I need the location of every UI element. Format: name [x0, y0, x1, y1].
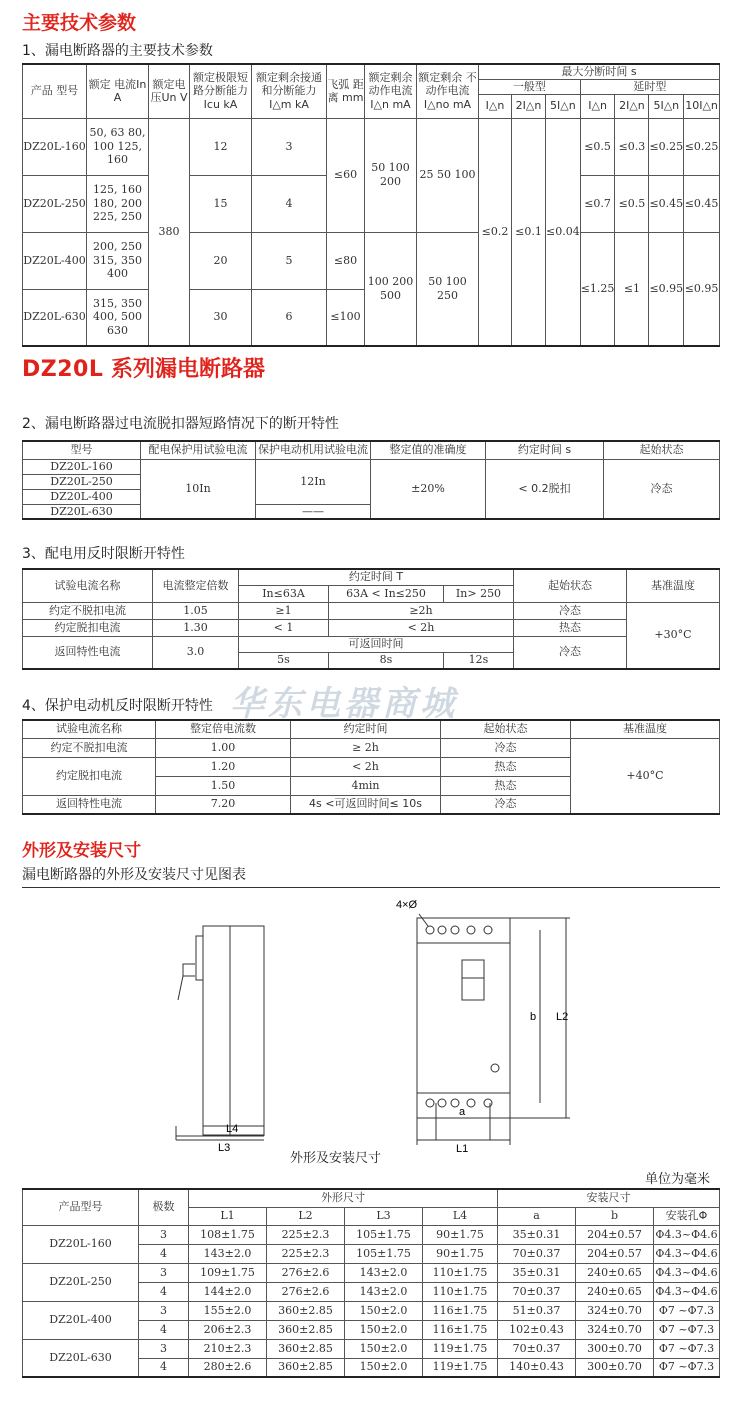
dim-cell: 150±2.0	[345, 1358, 423, 1377]
dimension-table-body	[23, 1225, 720, 1377]
l1-label: L1	[456, 1143, 469, 1155]
dim-cell: 150±2.0	[345, 1320, 423, 1339]
th-icu: 额定极限短 路分断能力 Icu kA	[190, 64, 252, 118]
th: 基准温度	[571, 720, 720, 738]
table-row	[23, 1263, 720, 1282]
th-state: 起始状态	[514, 569, 627, 602]
dim-cell: 140±0.43	[498, 1358, 576, 1377]
dim-cell: 360±2.85	[267, 1358, 345, 1377]
th: 约定时间 s	[486, 441, 604, 459]
mult-cell: 3.0	[153, 636, 239, 669]
dim-cell: 35±0.31	[498, 1225, 576, 1244]
dim-cell: 225±2.3	[267, 1225, 345, 1244]
state-cell: 冷态	[514, 602, 627, 619]
th: 保护电动机用试验电流	[256, 441, 371, 459]
arc-cell: ≤80	[327, 232, 365, 289]
in-cell: 315, 350 400, 500 630	[87, 289, 149, 346]
brand-name: 系列漏电断路器	[111, 357, 266, 382]
dim-cell: 143±2.0	[189, 1244, 267, 1263]
l2-label: L2	[556, 1011, 569, 1023]
t-cell: ≥2h	[329, 602, 514, 619]
th: 配电保护用试验电流	[141, 441, 256, 459]
dim-cell: 116±1.75	[423, 1320, 498, 1339]
th-outline: 外形尺寸	[189, 1189, 498, 1207]
dim-cell: 206±2.3	[189, 1320, 267, 1339]
section4-heading: 4、保护电动机反时限断开特性	[22, 698, 213, 714]
front-body	[417, 918, 510, 1118]
section3-heading: 3、配电用反时限断开特性	[22, 546, 185, 562]
table-row	[23, 1301, 720, 1320]
main-params-table	[22, 63, 720, 347]
state-cell: 热态	[514, 619, 627, 636]
th-name: 试验电流名称	[23, 569, 153, 602]
dist-cell: 10In	[141, 459, 256, 519]
th-c4: I△n	[580, 94, 615, 118]
dim-cell: 105±1.75	[345, 1225, 423, 1244]
idno-cell: 50 100 250	[417, 232, 479, 346]
dim-cell: 204±0.57	[576, 1244, 654, 1263]
dim-cell: Φ4.3~Φ4.6	[654, 1263, 720, 1282]
dim-cell: 155±2.0	[189, 1301, 267, 1320]
icu-cell: 15	[190, 175, 252, 232]
th: 起始状态	[604, 441, 720, 459]
t-cell: < 1	[239, 619, 329, 636]
g1-cell: ≤0.2	[479, 118, 512, 346]
poles-cell: 4	[139, 1320, 189, 1339]
idm-cell: 3	[252, 118, 327, 175]
time-cell: ≥ 2h	[291, 738, 441, 757]
d-cell: ≤0.95	[649, 232, 684, 346]
th-idn: 额定剩余 动作电流 I△n mA	[365, 64, 417, 118]
dim-cell: 240±0.65	[576, 1263, 654, 1282]
th-maxtime: 最大分断时间 s	[479, 64, 720, 79]
state-cell: 冷态	[514, 636, 627, 669]
dim-cell: 143±2.0	[345, 1263, 423, 1282]
dim-cell: 90±1.75	[423, 1244, 498, 1263]
name-cell: 约定不脱扣电流	[23, 738, 156, 757]
mult-cell: 1.20	[156, 757, 291, 776]
hole-leader	[419, 914, 428, 926]
front-handle	[462, 960, 484, 1000]
icu-cell: 20	[190, 232, 252, 289]
dim-cell: 102±0.43	[498, 1320, 576, 1339]
t-cell: 8s	[329, 652, 444, 669]
th-c3: 5I△n	[546, 94, 581, 118]
dim-cell: 324±0.70	[576, 1320, 654, 1339]
mult-cell: 7.20	[156, 795, 291, 814]
g2-cell: ≤0.1	[512, 118, 546, 346]
poles-cell: 4	[139, 1244, 189, 1263]
t-cell: ≥1	[239, 602, 329, 619]
figure-caption: 外形及安装尺寸	[290, 1151, 382, 1166]
side-handle-base	[196, 936, 203, 980]
model-cell: DZ20L-630	[23, 1339, 139, 1377]
holes-label: 4×Ø	[396, 899, 418, 911]
th-c2: 2I△n	[512, 94, 546, 118]
dim-cell: 116±1.75	[423, 1301, 498, 1320]
model-cell: DZ20L-160	[23, 118, 87, 175]
un-cell: 380	[149, 118, 190, 346]
th-a: a	[498, 1207, 576, 1225]
th-c6: 5I△n	[649, 94, 684, 118]
idn-cell: 100 200 500	[365, 232, 417, 346]
dim-cell: 51±0.37	[498, 1301, 576, 1320]
time-cell: 4s <可返回时间≤ 10s	[291, 795, 441, 814]
th: 整定值的准确度	[371, 441, 486, 459]
section1-heading: 1、漏电断路器的主要技术参数	[22, 43, 213, 59]
th-t1: In≤63A	[239, 585, 329, 602]
table-row	[23, 1339, 720, 1358]
brand-title	[22, 352, 265, 383]
dim-cell: Φ4.3~Φ4.6	[654, 1282, 720, 1301]
model-cell: DZ20L-160	[23, 1225, 139, 1263]
l4-label: L4	[226, 1123, 239, 1135]
state-cell: 热态	[441, 757, 571, 776]
terminal-icon	[426, 926, 434, 934]
model-cell: DZ20L-400	[23, 1301, 139, 1339]
poles-cell: 3	[139, 1225, 189, 1244]
dim-cell: 119±1.75	[423, 1358, 498, 1377]
dim-cell: 276±2.6	[267, 1263, 345, 1282]
d-cell: ≤0.5	[615, 175, 649, 232]
th-poles: 极数	[139, 1189, 189, 1225]
th-arc: 飞弧 距离 mm	[327, 64, 365, 118]
motor-630-cell: ——	[256, 504, 371, 519]
motor-inverse-table	[22, 719, 720, 815]
poles-cell: 3	[139, 1263, 189, 1282]
side-body	[203, 926, 264, 1126]
time-cell: < 2h	[291, 757, 441, 776]
main-title: 主要技术参数	[22, 12, 137, 34]
dim-cell: 35±0.31	[498, 1263, 576, 1282]
dim-cell: 360±2.85	[267, 1301, 345, 1320]
dim-cell: 300±0.70	[576, 1358, 654, 1377]
in-cell: 50, 63 80, 100 125, 160	[87, 118, 149, 175]
model-cell: DZ20L-250	[23, 474, 141, 489]
dim-cell: 90±1.75	[423, 1225, 498, 1244]
temp-cell: +30°C	[627, 602, 720, 669]
t-cell: 5s	[239, 652, 329, 669]
th-l2: L2	[267, 1207, 345, 1225]
d-cell: ≤0.95	[684, 232, 720, 346]
th-mult: 电流整定倍数	[153, 569, 239, 602]
dim-cell: 360±2.85	[267, 1339, 345, 1358]
dim-cell: 119±1.75	[423, 1339, 498, 1358]
mult-cell: 1.00	[156, 738, 291, 757]
model-cell: DZ20L-400	[23, 232, 87, 289]
name-cell: 约定脱扣电流	[23, 619, 153, 636]
th-l3: L3	[345, 1207, 423, 1225]
mult-cell: 1.05	[153, 602, 239, 619]
b-label: b	[530, 1011, 537, 1023]
th: 起始状态	[441, 720, 571, 738]
th-time: 约定时间 T	[239, 569, 514, 585]
poles-cell: 4	[139, 1282, 189, 1301]
temp-cell: +40°C	[571, 738, 720, 814]
time-cell: 4min	[291, 776, 441, 795]
motor-cell: 12In	[256, 459, 371, 504]
mult-cell: 1.30	[153, 619, 239, 636]
poles-cell: 3	[139, 1339, 189, 1358]
table-row	[23, 1225, 720, 1244]
unit-label: 单位为毫米	[645, 1172, 711, 1187]
th-b: b	[576, 1207, 654, 1225]
name-cell: 约定不脱扣电流	[23, 602, 153, 619]
divider	[22, 887, 720, 888]
dim-cell: 150±2.0	[345, 1301, 423, 1320]
model-cell: DZ20L-250	[23, 1263, 139, 1301]
th: 试验电流名称	[23, 720, 156, 738]
section5-heading: 外形及安装尺寸	[22, 841, 141, 861]
th-t3: In> 250	[444, 585, 514, 602]
dim-cell: 110±1.75	[423, 1282, 498, 1301]
dim-cell: 70±0.37	[498, 1339, 576, 1358]
d-cell: ≤0.25	[649, 118, 684, 175]
dim-cell: 70±0.37	[498, 1244, 576, 1263]
th-c5: 2I△n	[615, 94, 649, 118]
th-delay: 延时型	[580, 79, 719, 94]
th-idm: 额定剩余接通 和分断能力 I△m kA	[252, 64, 327, 118]
dim-cell: Φ7 ~Φ7.3	[654, 1320, 720, 1339]
ret-cell: 可返回时间	[239, 636, 514, 652]
idn-cell: 50 100 200	[365, 118, 417, 232]
section5-subheading: 漏电断路器的外形及安装尺寸见图表	[22, 867, 246, 883]
name-cell: 返回特性电流	[23, 795, 156, 814]
d-cell: ≤0.5	[580, 118, 615, 175]
dim-cell: 276±2.6	[267, 1282, 345, 1301]
dim-cell: Φ7 ~Φ7.3	[654, 1339, 720, 1358]
dimension-table	[22, 1188, 720, 1378]
name-cell: 约定脱扣电流	[23, 757, 156, 795]
d-cell: ≤0.45	[684, 175, 720, 232]
model-cell: DZ20L-160	[23, 459, 141, 474]
dim-cell: 109±1.75	[189, 1263, 267, 1282]
dim-cell: 110±1.75	[423, 1263, 498, 1282]
d-cell: ≤1.25	[580, 232, 615, 346]
th: 整定倍电流数	[156, 720, 291, 738]
test-button	[491, 1064, 499, 1072]
th-hole: 安装孔Φ	[654, 1207, 720, 1225]
idm-cell: 4	[252, 175, 327, 232]
state-cell: 冷态	[604, 459, 720, 519]
th: 约定时间	[291, 720, 441, 738]
dim-cell: 360±2.85	[267, 1320, 345, 1339]
state-cell: 冷态	[441, 738, 571, 757]
dim-cell: 108±1.75	[189, 1225, 267, 1244]
th-general: 一般型	[479, 79, 581, 94]
th: 型号	[23, 441, 141, 459]
th-c1: I△n	[479, 94, 512, 118]
poles-cell: 3	[139, 1301, 189, 1320]
d-cell: ≤0.7	[580, 175, 615, 232]
dim-cell: 225±2.3	[267, 1244, 345, 1263]
state-cell: 冷态	[441, 795, 571, 814]
idno-cell: 25 50 100	[417, 118, 479, 232]
dim-cell: 300±0.70	[576, 1339, 654, 1358]
dim-cell: 105±1.75	[345, 1244, 423, 1263]
icu-cell: 12	[190, 118, 252, 175]
th-in: 额定 电流In A	[87, 64, 149, 118]
dim-cell: Φ4.3~Φ4.6	[654, 1244, 720, 1263]
dim-cell: 143±2.0	[345, 1282, 423, 1301]
th-l4: L4	[423, 1207, 498, 1225]
dim-cell: Φ7 ~Φ7.3	[654, 1358, 720, 1377]
t-cell: 12s	[444, 652, 514, 669]
brand-code: DZ20L	[22, 357, 104, 382]
dim-cell: Φ7 ~Φ7.3	[654, 1301, 720, 1320]
t-cell: < 2h	[329, 619, 514, 636]
state-cell: 热态	[441, 776, 571, 795]
dim-cell: Φ4.3~Φ4.6	[654, 1225, 720, 1244]
acc-cell: ±20%	[371, 459, 486, 519]
in-cell: 200, 250 315, 350 400	[87, 232, 149, 289]
dim-cell: 70±0.37	[498, 1282, 576, 1301]
in-cell: 125, 160 180, 200 225, 250	[87, 175, 149, 232]
th-model: 产品型号	[23, 1189, 139, 1225]
dim-cell: 210±2.3	[189, 1339, 267, 1358]
dim-cell: 240±0.65	[576, 1282, 654, 1301]
idm-cell: 5	[252, 232, 327, 289]
th-idno: 额定剩余 不动作电流 I△no mA	[417, 64, 479, 118]
model-cell: DZ20L-250	[23, 175, 87, 232]
section2-heading: 2、漏电断路器过电流脱扣器短路情况下的断开特性	[22, 416, 339, 432]
th-un: 额定电 压Un V	[149, 64, 190, 118]
d-cell: ≤0.45	[649, 175, 684, 232]
dimension-drawing	[0, 890, 750, 1170]
th-c7: 10I△n	[684, 94, 720, 118]
model-cell: DZ20L-630	[23, 504, 141, 519]
arc-cell: ≤100	[327, 289, 365, 346]
d-cell: ≤0.25	[684, 118, 720, 175]
d-cell: ≤0.3	[615, 118, 649, 175]
short-circuit-table	[22, 440, 720, 520]
dim-cell: 150±2.0	[345, 1339, 423, 1358]
l3-label: L3	[218, 1142, 231, 1154]
g3-cell: ≤0.04	[546, 118, 581, 346]
poles-cell: 4	[139, 1358, 189, 1377]
th-t2: 63A < In≤250	[329, 585, 444, 602]
a-label: a	[459, 1106, 466, 1118]
watermark: 华东电器商城	[230, 684, 458, 724]
dim-cell: 144±2.0	[189, 1282, 267, 1301]
th-model: 产品 型号	[23, 64, 87, 118]
idm-cell: 6	[252, 289, 327, 346]
th-temp: 基准温度	[627, 569, 720, 602]
distribution-inverse-table	[22, 568, 720, 670]
time-cell: < 0.2脱扣	[486, 459, 604, 519]
model-cell: DZ20L-630	[23, 289, 87, 346]
d-cell: ≤1	[615, 232, 649, 346]
mult-cell: 1.50	[156, 776, 291, 795]
th-l1: L1	[189, 1207, 267, 1225]
dim-cell: 280±2.6	[189, 1358, 267, 1377]
name-cell: 返回特性电流	[23, 636, 153, 669]
th-install: 安装尺寸	[498, 1189, 720, 1207]
dim-cell: 324±0.70	[576, 1301, 654, 1320]
dim-cell: 204±0.57	[576, 1225, 654, 1244]
arc-cell: ≤60	[327, 118, 365, 232]
model-cell: DZ20L-400	[23, 489, 141, 504]
side-handle	[183, 964, 195, 976]
icu-cell: 30	[190, 289, 252, 346]
